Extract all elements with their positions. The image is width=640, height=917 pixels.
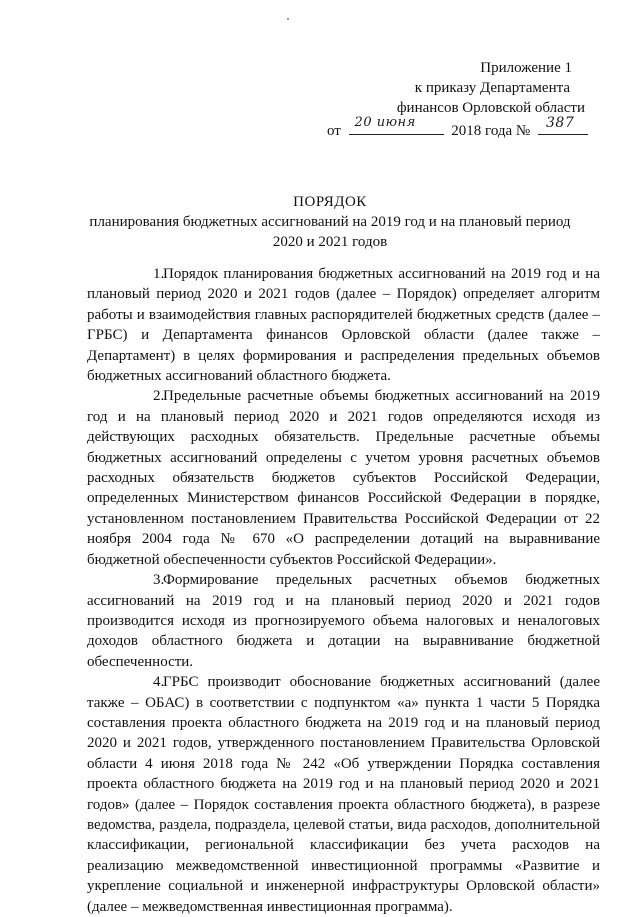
title-subtitle-line-1: планирования бюджетных ассигнований на 2019 год и на плановый период xyxy=(89,214,571,230)
order-date-line xyxy=(326,115,588,141)
appendix-line-1: Приложение 1 xyxy=(480,60,572,76)
paragraph-1 xyxy=(87,264,600,386)
year-text: 2018 года № xyxy=(451,123,531,139)
paragraph-text: Порядок планирования бюджетных ассигнований на 2019 год и на плановый период 2020 и 2021 годов (далее – Порядок) определяет алгоритм работы и взаимодействия главных распорядителей бюджетных средств (далее – ГРБС) и Департамента финансов Орловской области (далее также – Департамент) в целях формирования и распределения предельных объемов бюджетных ассигнований областного бюджета. xyxy=(87,266,600,385)
paragraph-text: Формирование предельных расчетных объемов бюджетных ассигнований на 2019 год и на плановый период 2020 и 2021 годов производится исходя из прогнозируемого объема налоговых и неналоговых доходов областного бюджета и дотации на выравнивание бюджетной обеспеченности. xyxy=(87,572,600,670)
paragraph-number: 3. xyxy=(153,572,165,589)
paragraph-number: 4. xyxy=(153,674,165,691)
paragraph-text: ГРБС производит обоснование бюджетных ассигнований (далее также – ОБАС) в соответствии с подпунктом «а» пункта 1 части 5 Порядка составления проекта областного бюджета на 2019 год и на плановый период 2020 и 2021 годов, утвержденного постановлением Правительства Орловской области 4 июня 2018 года № 242 «Об утверждении Порядка составления проекта областного бюджета на 2019 год и на плановый период 2020 и 2021 годов» (далее – Порядок составления проекта областного бюджета), в разрезе ведомства, раздела, подраздела, целевой статьи, вида расходов, дополнительной классификации, региональной классификации без учета расходов на реализацию межведомственной инвестиционной программы «Развитие и укрепление социальной и инженерной инфраструктуры Орловской области» (далее – межведомственная инвестиционная программа). xyxy=(87,674,600,915)
paragraph-3 xyxy=(87,570,600,672)
handwritten-number: 387 xyxy=(546,115,575,131)
title-heading: ПОРЯДОК xyxy=(293,194,367,210)
paragraph-2 xyxy=(87,386,600,570)
date-prefix: от xyxy=(326,123,341,139)
appendix-line-2: к приказу Департамента xyxy=(414,80,570,96)
appendix-header xyxy=(327,58,588,141)
document-title xyxy=(60,192,600,252)
date-blank xyxy=(349,115,444,135)
title-subtitle-line-2: 2020 и 2021 годов xyxy=(272,234,388,250)
number-blank xyxy=(538,115,588,135)
paragraph-4 xyxy=(87,672,600,917)
appendix-line-3: финансов Орловской области xyxy=(396,100,585,116)
handwritten-date: 20 июня xyxy=(354,115,416,130)
paragraph-number: 1. xyxy=(153,266,165,282)
document-body xyxy=(87,264,600,917)
paragraph-text: Предельные расчетные объемы бюджетных ассигнований на 2019 год и на плановый период 2020 и 2021 годов определяются исходя из действующих расходных обязательств. Предельные расчетные объемы бюджетных ассигнований определены с учетом уровня расчетных объемов расходных обязательств бюджетов субъектов Российской Федерации, определенных Министерством финансов Российской Федерации в порядке, установленном постановлением Правительства Российской Федерации от 22 ноября 2004 года № 670 «О распределении дотаций на выравнивание бюджетной обеспеченности субъектов Российской Федерации». xyxy=(87,388,600,568)
paragraph-number: 2. xyxy=(153,388,165,405)
scan-speck xyxy=(287,18,289,20)
